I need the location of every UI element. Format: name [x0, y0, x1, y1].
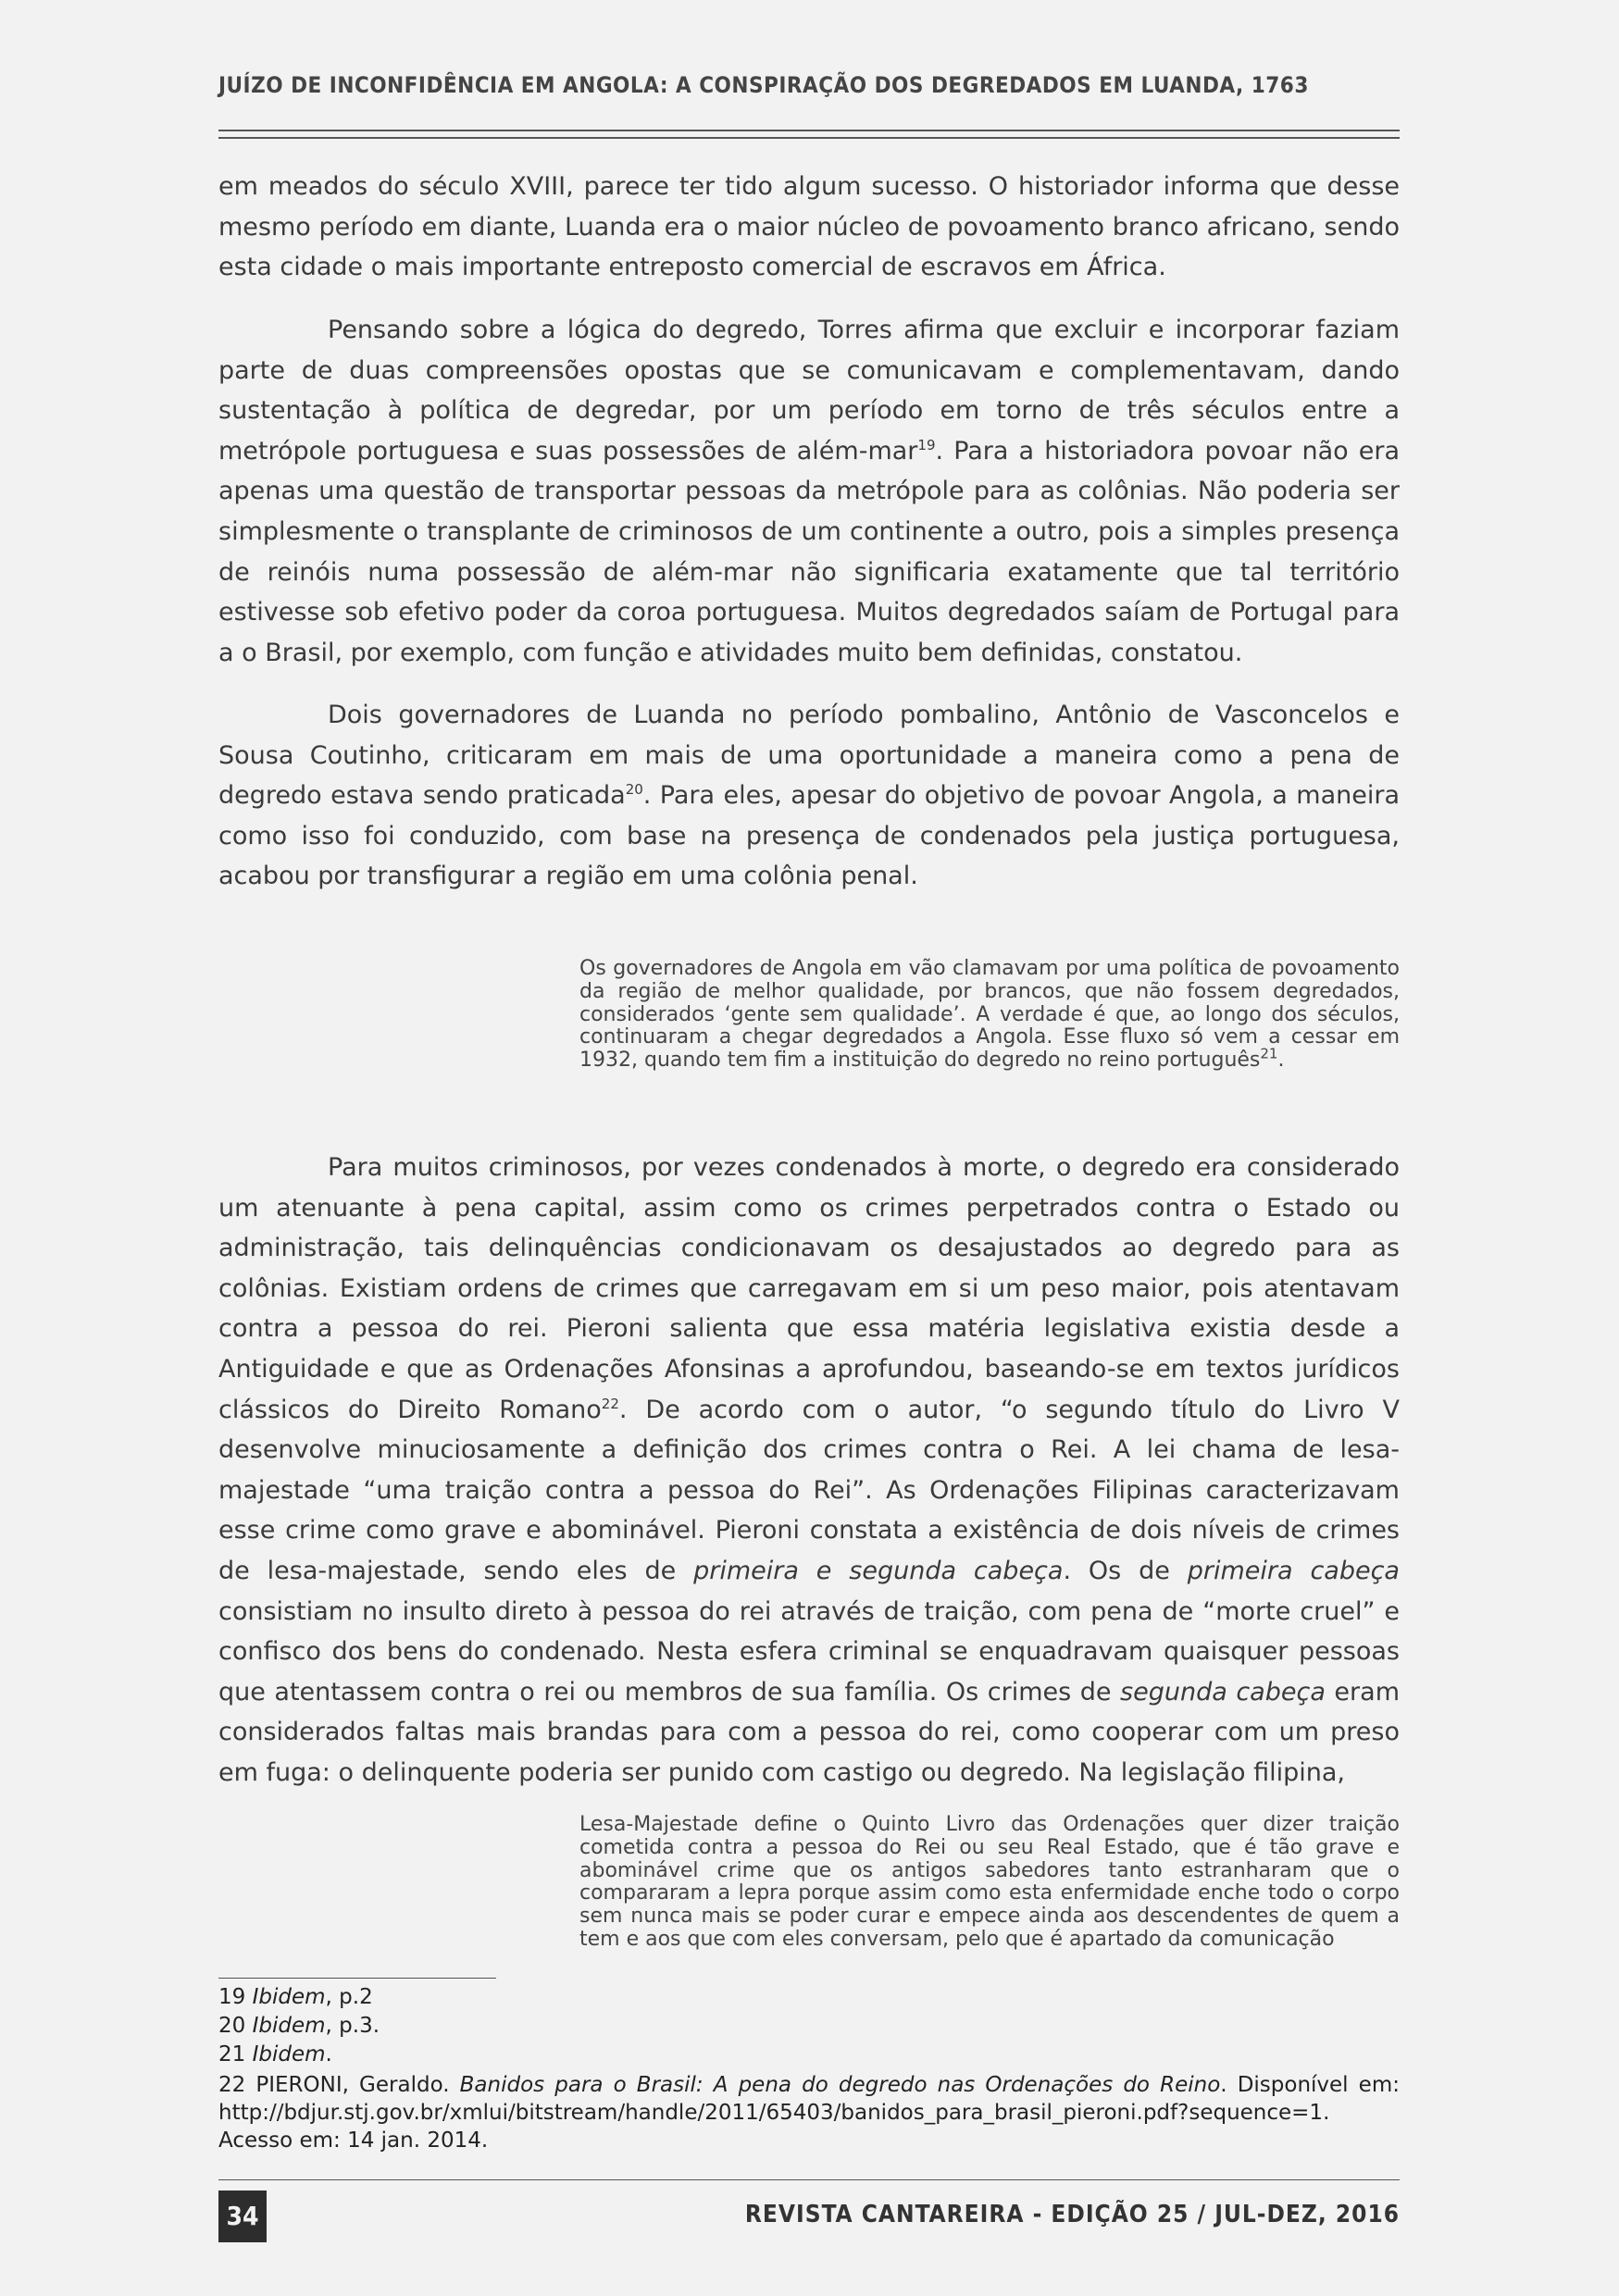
- paragraph: [218, 310, 1400, 673]
- quote-text: Os governadores de Angola em vão clamavam por uma política de povoamento da região de melhor qualidade, por brancos, que não fossem degredados, considerados ‘gente sem qualidade’. A verdade é que, ao longo dos séculos, continuaram a chegar degredados a Angola. Esse fluxo só vem a cessar em 1932, quando tem fim a instituição do degredo no reino português: [579, 957, 1400, 1073]
- footnote-ref[interactable]: 22: [601, 1395, 619, 1412]
- footnote-text: .: [325, 2042, 332, 2066]
- emphasis: segunda cabeça: [1120, 1677, 1326, 1706]
- quote-text: .: [1277, 1049, 1285, 1073]
- footnote: [218, 1983, 1400, 2012]
- footnote-rule: [218, 1978, 496, 1979]
- footnote-link[interactable]: . Disponível em: http://bdjur.stj.gov.br/xmlui/bitstream/handle/2011/65403/banidos_para_brasil_pieroni.pdf?sequence=1. Acesso em: 14 jan. 2014.: [218, 2073, 1400, 2153]
- paragraph: [218, 1148, 1400, 1793]
- footnote-number: 21: [218, 2042, 246, 2066]
- footnote-number: 20: [218, 2014, 246, 2038]
- paragraph-text: Dois governadores de Luanda no período pombalino, Antônio de Vasconcelos e Sousa Coutinho, criticaram em mais de uma oportunidade a maneira como a pena de degredo estava sendo praticada: [218, 701, 1400, 811]
- paragraph: [218, 167, 1400, 288]
- paragraph-text: consistiam no insulto direto à pessoa do rei através de traição, com pena de “morte cruel” e confisco dos bens do condenado. Nesta esfera criminal se enquadravam quaisquer pessoas que atentassem contra o rei ou membros de sua família. Os crimes de: [218, 1596, 1400, 1706]
- footer-rule: [218, 2179, 1400, 2180]
- header-rule: [218, 130, 1400, 131]
- footnote-text: , p.2: [325, 1985, 373, 2009]
- emphasis: Banidos para o Brasil: A pena do degredo nas Ordenações do Reino: [459, 2073, 1221, 2097]
- footnote-number: 19: [218, 1985, 246, 2009]
- footnote: [218, 2071, 1400, 2154]
- block-quote: [579, 958, 1400, 1073]
- paragraph-text: Pensando sobre a lógica do degredo, Torres afirma que excluir e incorporar faziam parte de duas compreensões opostas que se comunicavam e complementavam, dando sustentação à política de degredar, por um período em torno de três séculos entre a metrópole portuguesa e suas possessões de além-mar: [218, 316, 1400, 465]
- paragraph-text: . De acordo com o autor, “o segundo título do Livro V desenvolve minuciosamente a definição dos crimes contra o Rei. A lei chama de lesa-majestade “uma traição contra a pessoa do Rei”. As Ordenações Filipinas caracterizavam esse crime como grave e abominável. Pieroni constata a existência de dois níveis de crimes de lesa-majestade, sendo eles de: [218, 1395, 1400, 1585]
- running-title: JUÍZO DE INCONFIDÊNCIA EM ANGOLA: A CONSPIRAÇÃO DOS DEGREDADOS EM LUANDA, 1763: [218, 72, 1309, 98]
- emphasis: Ibidem: [252, 2042, 326, 2066]
- footnote-ref[interactable]: 21: [1260, 1045, 1278, 1062]
- paragraph-text: . Os de: [1063, 1556, 1188, 1585]
- emphasis: Ibidem: [252, 2014, 326, 2038]
- footnote-ref[interactable]: 20: [625, 781, 643, 799]
- paragraph-text: eram considerados faltas mais brandas para com a pessoa do rei, como cooperar com um preso em fuga: o delinquente poderia ser punido com castigo ou degredo. Na legislação filipina,: [218, 1677, 1400, 1787]
- paragraph: [218, 695, 1400, 897]
- paragraph-text: . Para a historiadora povoar não era apenas uma questão de transportar pessoas da metrópole para as colônias. Não poderia ser simplesmente o transplante de criminosos de um continente a outro, pois a simples presença de reinóis numa possessão de além-mar não significaria exatamente que tal território estivesse sob efetivo poder da coroa portuguesa. Muitos degredados saíam de Portugal para a o Brasil, por exemplo, com função e atividades muito bem definidas, constatou.: [218, 436, 1400, 667]
- footnote-text: 22 PIERONI, Geraldo.: [218, 2073, 460, 2097]
- footnote-text: , p.3.: [325, 2014, 380, 2038]
- header-rule: [218, 137, 1400, 139]
- footnotes: [218, 1983, 1400, 2154]
- paragraph-text: . Para eles, apesar do objetivo de povoar Angola, a maneira como isso foi conduzido, com base na presença de condenados pela justiça portuguesa, acabou por transfigurar a região em uma colônia penal.: [218, 781, 1400, 891]
- emphasis: primeira e segunda cabeça: [693, 1556, 1064, 1585]
- block-quote: Lesa-Majestade define o Quinto Livro das Ordenações quer dizer traição cometida contra a pessoa do Rei ou seu Real Estado, que é tão grave e abominável crime que os antigos sabedores tanto estranharam que o compararam a lepra porque assim como esta enfermidade enche todo o corpo sem nunca mais se poder curar e empece ainda aos descendentes de quem a tem e aos que com eles conversam, pelo que é apartado da comunicação: [579, 1813, 1400, 1951]
- footnote: [218, 2041, 1400, 2069]
- journal-title: REVISTA CANTAREIRA - EDIÇÃO 25 / JUL-DEZ, 2016: [744, 2201, 1400, 2228]
- emphasis: primeira cabeça: [1187, 1556, 1400, 1585]
- paragraph-text: em meados do século XVIII, parece ter tido algum sucesso. O historiador informa que desse mesmo período em diante, Luanda era o maior núcleo de povoamento branco africano, sendo esta cidade o mais importante entreposto comercial de escravos em África.: [218, 172, 1400, 282]
- footnote: [218, 2012, 1400, 2041]
- emphasis: Ibidem: [252, 1985, 326, 2009]
- page-number: 34: [218, 2191, 267, 2242]
- paragraph-text: Para muitos criminosos, por vezes condenados à morte, o degredo era considerado um atenuante à pena capital, assim como os crimes perpetrados contra o Estado ou administração, tais delinquências condicionavam os desajustados ao degredo para as colônias. Existiam ordens de crimes que carregavam em si um peso maior, pois atentavam contra a pessoa do rei. Pieroni salienta que essa matéria legislativa existia desde a Antiguidade e que as Ordenações Afonsinas a aprofundou, baseando-se em textos jurídicos clássicos do Direito Romano: [218, 1153, 1400, 1424]
- footnote-ref[interactable]: 19: [917, 436, 936, 453]
